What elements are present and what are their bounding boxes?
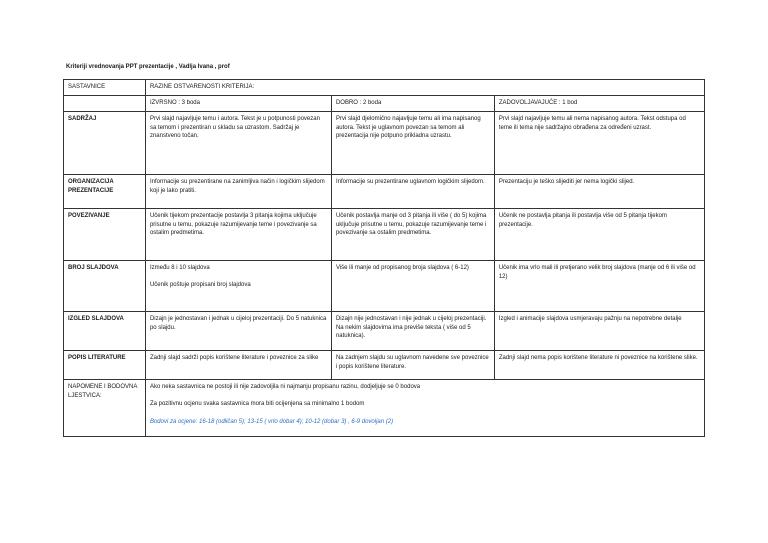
header-row (64, 80, 705, 96)
cell-izvrsno-line1: Između 8 i 10 slajdova (149, 265, 210, 271)
cell-zadovoljavajuce: Izgled i animacije slajdova usmjeravaju pažnju na nepotrebne detalje (494, 312, 704, 351)
cell-zadovoljavajuce: Prezentaciju je teško slijediti jer nema logički slijed. (494, 175, 704, 209)
cell-izvrsno-line2: Učenik poštuje propisani broj slajdova (149, 281, 251, 288)
table-row (64, 312, 705, 351)
criteria-table (63, 79, 705, 437)
cell-dobro: Na zadnjem slajdu su uglavnom navedene sve poveznice i popis korištene literature. (331, 351, 494, 380)
table-row (64, 175, 705, 209)
notes-row (64, 380, 705, 437)
table-row (64, 209, 705, 261)
table-row (64, 112, 705, 175)
cell-zadovoljavajuce: Zadnji slajd nema popis korištene literature ni poveznice na korištene slike. (494, 351, 704, 380)
cell-dobro: Učenik postavlja manje od 3 pitanja ili više ( do 5) kojima uključuje prisutne u temu, pokazuje razumijevanje teme i povezivanje sa ostalim predmetima. (331, 209, 494, 261)
header-sastavnice: SASTAVNICE (64, 80, 146, 96)
cell-izvrsno: Prvi slajd najavljuje temu i autora. Tekst je u potpunosti povezan sa temom i prezentiran u skladu sa uzrastom. Sadržaj je znanstveno točan. (145, 112, 331, 175)
cell-izvrsno: Učenik tijekom prezentacije postavlja 3 pitanja kojima uključuje prisutne u temu, pokazuje razumijevanje teme i povezivanje sa ostalim predmetima. (145, 209, 331, 261)
header-razine: RAZINE OSTVARENOSTI KRITERIJA: (145, 80, 704, 96)
table-row (64, 261, 705, 312)
document-title: Kriteriji vrednovanja PPT prezentacije , Vadlja Ivana , prof (66, 64, 230, 70)
criterion-broj-slajdova: BROJ SLAJDOVA (64, 261, 146, 312)
notes-line-zero-points: Ako neka sastavnica ne postoji ili nije zadovoljila ni najmanju propisanu razinu, dodjeljuje se 0 bodova (149, 384, 421, 390)
criterion-povezivanje: POVEZIVANJE (64, 209, 146, 261)
notes-line-minimum: Za pozitivnu ocjenu svaka sastavnica mora biti ocijenjena sa minimalno 1 bodom (149, 400, 365, 407)
cell-dobro: Više ili manje od propisanog broja slajdova ( 6-12) (331, 261, 494, 312)
cell-dobro: Informacije su prezentirane uglavnom logičkim slijedom. (331, 175, 494, 209)
notes-cell (145, 380, 704, 437)
criterion-sadrzaj: SADRŽAJ (64, 112, 146, 175)
cell-izvrsno: Zadnji slajd sadrži popis korištene literature i poveznice za slike (145, 351, 331, 380)
cell-izvrsno (145, 261, 331, 312)
criterion-izgled-slajdova: IZGLED SLAJDOVA (64, 312, 146, 351)
cell-zadovoljavajuce: Prvi slajd najavljuje temu ali nema napisanog autora. Tekst odstupa od teme ili tema nije sadržajno obrađena za određeni uzrast. (494, 112, 704, 175)
grading-scale: Bodovi za ocjene: 16-18 (odličan 5); 13-15 ( vrlo dobar 4); 10-12 (dobar 3) , 6-9 dovoljan (2) (149, 419, 394, 426)
level-zadovoljavajuce: ZADOVOLJAVAJUĆE : 1 bod (494, 96, 704, 112)
cell-zadovoljavajuce: Učenik ne postavlja pitanja ili postavlja više od 5 pitanja tijekom prezentacije. (494, 209, 704, 261)
cell-izvrsno: Informacije su prezentirane na zanimljiva način i logičkim slijedom koji je lako pratiti. (145, 175, 331, 209)
criterion-popis-literature: POPIS LITERATURE (64, 351, 146, 380)
levels-empty-cell (64, 96, 146, 112)
cell-zadovoljavajuce: Učenik ima vrlo mali ili pretjerano velik broj slajdova (manje od 6 ili više od 12) (494, 261, 704, 312)
table-row (64, 351, 705, 380)
cell-dobro: Dizajn nije jednostavan i nije jednak u cijeloj prezentaciji. Na nekim slajdovima ima previše teksta ( više od 5 natuknica). (331, 312, 494, 351)
cell-izvrsno: Dizajn je jednostavan i jednak u cijeloj prezentaciji. Do 5 natuknica po slajdu. (145, 312, 331, 351)
level-dobro: DOBRO : 2 boda (331, 96, 494, 112)
level-izvrsno: IZVRSNO : 3 boda (145, 96, 331, 112)
cell-dobro: Prvi slajd djelomično najavljuje temu ali ima napisanog autora. Tekst je uglavnom povezan sa temom ali prezentacija nije potpuno prikladna uzrastu. (331, 112, 494, 175)
notes-label: NAPOMENE I BODOVNA LJESTVICA: (64, 380, 146, 437)
levels-row (64, 96, 705, 112)
criterion-organizacija: ORGANIZACIJA PREZENTACIJE (64, 175, 146, 209)
